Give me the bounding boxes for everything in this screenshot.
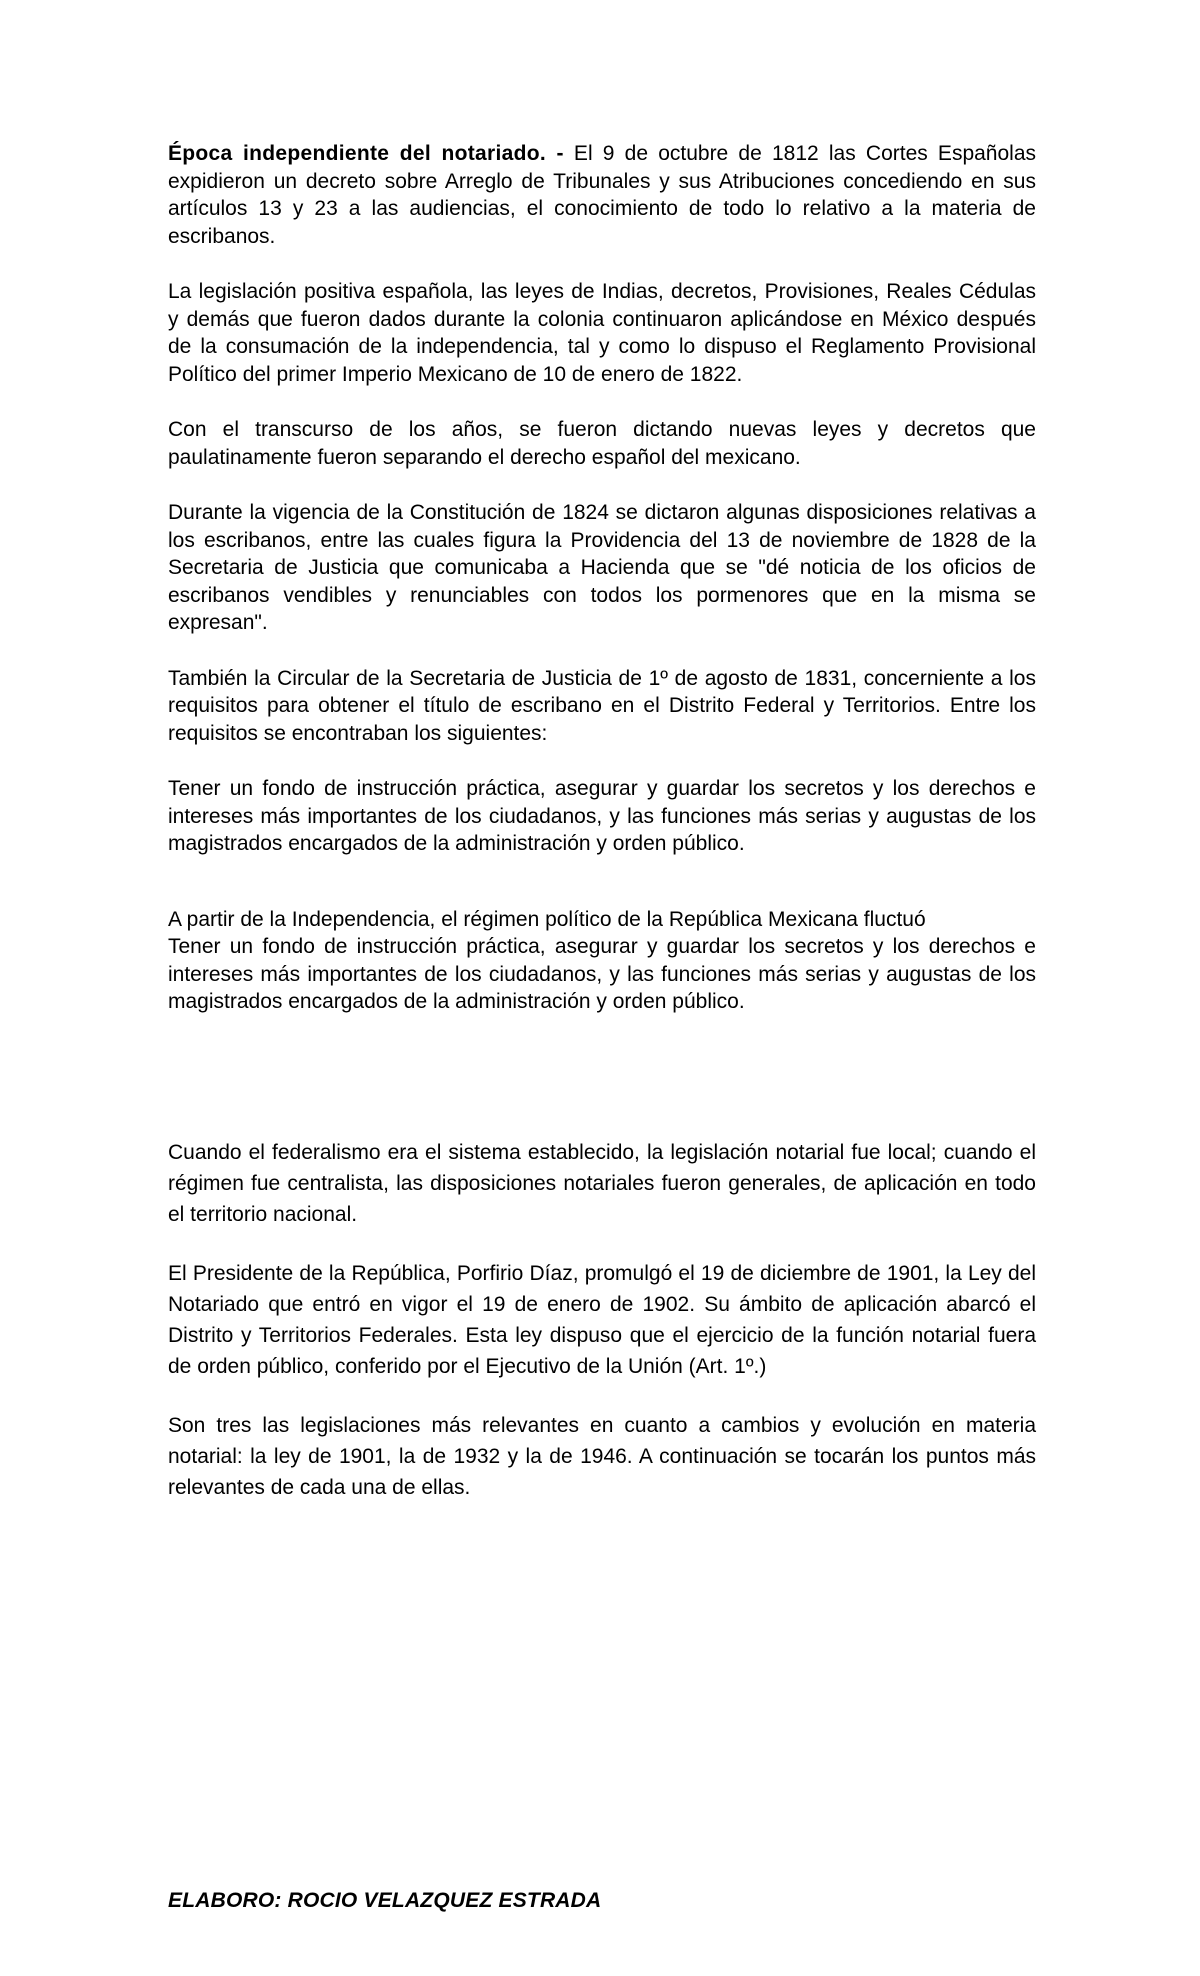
paragraph-legislacion: La legislación positiva española, las leyes de Indias, decretos, Provisiones, Reales Cédulas y demás que fueron dados durante la colonia continuaron aplicándose en México después de la consumación de la independencia, tal y como lo dispuso el Reglamento Provisional Político del primer Imperio Mexicano de 10 de enero de 1822. — [168, 280, 1036, 386]
author-footer: ELABORO: ROCIO VELAZQUEZ ESTRADA — [168, 1889, 602, 1912]
paragraph-regimen-politico — [168, 906, 1036, 1016]
paragraph-text: Tener un fondo de instrucción práctica, asegurar y guardar los secretos y los derechos e intereses más importantes de los ciudadanos, y las funciones más serias y augustas de los magistrados encargados de la administración y orden público. — [168, 935, 1036, 1013]
paragraph-federalismo: Cuando el federalismo era el sistema establecido, la legislación notarial fue local; cuando el régimen fue centralista, las disposiciones notariales fueron generales, de aplicación en todo el territorio nacional. — [168, 1141, 1036, 1226]
document-body — [168, 140, 1036, 1016]
paragraph-text: El 9 de octubre de 1812 las Cortes Españolas expidieron un decreto sobre Arreglo de Tribunales y sus Atribuciones concediendo en sus artículos 13 y 23 a las audiencias, el conocimiento de todo lo relativo a la materia de escribanos. — [168, 142, 1037, 248]
paragraph-tres-legislaciones: Son tres las legislaciones más relevantes en cuanto a cambios y evolución en materia notarial: la ley de 1901, la de 1932 y la de 1946. A continuación se tocarán los puntos más relevantes de cada una de ellas. — [168, 1414, 1036, 1499]
paragraph-transcurso: Con el transcurso de los años, se fueron dictando nuevas leyes y decretos que paulatinamente fueron separando el derecho español del mexicano. — [168, 418, 1036, 469]
paragraph-first-line: A partir de la Independencia, el régimen político de la República Mexicana fluctuó — [168, 907, 926, 931]
paragraph-constitucion-1824: Durante la vigencia de la Constitución de 1824 se dictaron algunas disposiciones relativas a los escribanos, entre las cuales figura la Providencia del 13 de noviembre de 1828 de la Secretaria de Justicia que comunicaba a Hacienda que se "dé noticia de los oficios de escribanos vendibles y renunciables con todos los pormenores que en la misma se expresan". — [168, 501, 1036, 634]
document-body-lower — [168, 1137, 1036, 1503]
paragraph-requisitos: Tener un fondo de instrucción práctica, asegurar y guardar los secretos y los derechos e intereses más importantes de los ciudadanos, y las funciones más serias y augustas de los magistrados encargados de la administración y orden público. — [168, 777, 1036, 855]
section-heading: Época independiente del notariado. - — [168, 142, 564, 165]
paragraph-epoca-independiente — [168, 140, 1036, 250]
paragraph-circular-1831: También la Circular de la Secretaria de Justicia de 1º de agosto de 1831, concerniente a los requisitos para obtener el título de escribano en el Distrito Federal y Territorios. Entre los requisitos se encontraban los siguientes: — [168, 666, 1036, 745]
paragraph-porfirio-diaz: El Presidente de la República, Porfirio Díaz, promulgó el 19 de diciembre de 1901, la Ley del Notariado que entró en vigor el 19 de enero de 1902. Su ámbito de aplicación abarcó el Distrito y Territorios Federales. Esta ley dispuso que el ejercicio de la función notarial fuera de orden público, conferido por el Ejecutivo de la Unión (Art. 1º.) — [168, 1262, 1036, 1378]
